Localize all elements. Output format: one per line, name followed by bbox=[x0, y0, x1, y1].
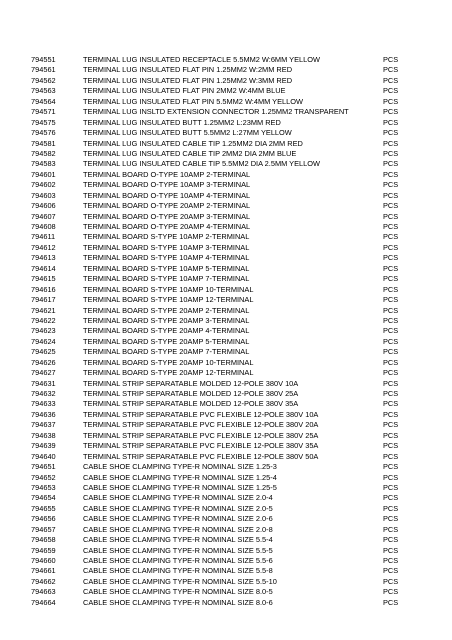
item-unit: PCS bbox=[383, 420, 399, 430]
item-description: TERMINAL BOARD S-TYPE 20AMP 5-TERMINAL bbox=[83, 336, 250, 346]
list-item bbox=[31, 473, 421, 483]
item-code: 794633 bbox=[31, 399, 56, 409]
item-description: CABLE SHOE CLAMPING TYPE-R NOMINAL SIZE 5.5-10 bbox=[83, 576, 277, 586]
item-code: 794655 bbox=[31, 503, 56, 513]
item-description: TERMINAL LUG INSULATED FLAT PIN 1.25MM2 W:3MM RED bbox=[83, 75, 293, 85]
item-description: TERMINAL LUG INSULATED FLAT PIN 1.25MM2 W:2MM RED bbox=[83, 65, 293, 75]
item-unit: PCS bbox=[383, 253, 399, 263]
item-unit: PCS bbox=[383, 389, 399, 398]
item-unit: PCS bbox=[383, 128, 399, 138]
item-code: 794625 bbox=[31, 347, 56, 357]
item-description: TERMINAL BOARD S-TYPE 10AMP 12-TERMINAL bbox=[83, 295, 254, 305]
item-description: TERMINAL BOARD O-TYPE 20AMP 3-TERMINAL bbox=[83, 211, 251, 221]
item-description: TERMINAL LUG INSULATED FLAT PIN 5.5MM2 W:4MM YELLOW bbox=[83, 96, 303, 106]
item-unit: PCS bbox=[383, 524, 399, 534]
item-unit: PCS bbox=[383, 180, 399, 190]
item-code: 794617 bbox=[31, 295, 56, 305]
item-unit: PCS bbox=[383, 556, 399, 565]
item-description: TERMINAL LUG INSULATED CABLE TIP 5.5MM2 DIA 2.5MM YELLOW bbox=[83, 159, 320, 169]
item-description: TERMINAL BOARD S-TYPE 10AMP 3-TERMINAL bbox=[83, 242, 250, 252]
list-item bbox=[31, 326, 421, 336]
list-item bbox=[31, 128, 421, 138]
item-description: TERMINAL LUG INSULATED RECEPTACLE 5.5MM2 W:6MM YELLOW bbox=[83, 55, 320, 64]
list-item bbox=[31, 337, 421, 347]
item-code: 794654 bbox=[31, 493, 56, 503]
item-code: 794602 bbox=[31, 180, 56, 190]
item-code: 794659 bbox=[31, 545, 56, 555]
item-unit: PCS bbox=[383, 211, 399, 221]
item-unit: PCS bbox=[383, 368, 399, 378]
item-code: 794660 bbox=[31, 556, 56, 565]
item-description: CABLE SHOE CLAMPING TYPE-R NOMINAL SIZE 5.5-5 bbox=[83, 545, 273, 555]
list-item bbox=[31, 295, 421, 305]
item-description: CABLE SHOE CLAMPING TYPE-R NOMINAL SIZE 2.0-8 bbox=[83, 524, 273, 534]
item-unit: PCS bbox=[383, 493, 399, 503]
list-item bbox=[31, 274, 421, 284]
item-description: TERMINAL BOARD O-TYPE 20AMP 4-TERMINAL bbox=[83, 222, 251, 231]
item-description: TERMINAL STRIP SEPARATABLE PVC FLEXIBLE 12-POLE 380V 20A bbox=[83, 420, 319, 430]
item-code: 794622 bbox=[31, 315, 56, 325]
item-code: 794624 bbox=[31, 336, 56, 346]
list-item bbox=[31, 76, 421, 86]
list-item bbox=[31, 535, 421, 545]
item-description: CABLE SHOE CLAMPING TYPE-R NOMINAL SIZE 8.0-5 bbox=[83, 587, 273, 597]
item-code: 794637 bbox=[31, 420, 56, 430]
item-description: TERMINAL BOARD S-TYPE 20AMP 12-TERMINAL bbox=[83, 368, 254, 378]
item-unit: PCS bbox=[383, 96, 399, 106]
item-code: 794631 bbox=[31, 378, 56, 388]
item-code: 794664 bbox=[31, 597, 56, 607]
list-item bbox=[31, 358, 421, 368]
item-unit: PCS bbox=[383, 399, 399, 409]
list-item bbox=[31, 379, 421, 389]
list-item bbox=[31, 504, 421, 514]
list-item bbox=[31, 389, 421, 399]
item-code: 794564 bbox=[31, 96, 56, 106]
list-item bbox=[31, 180, 421, 190]
item-unit: PCS bbox=[383, 159, 399, 169]
list-item bbox=[31, 191, 421, 201]
item-code: 794632 bbox=[31, 389, 56, 398]
item-unit: PCS bbox=[383, 263, 399, 273]
item-description: TERMINAL STRIP SEPARATABLE PVC FLEXIBLE 12-POLE 380V 35A bbox=[83, 441, 319, 451]
item-unit: PCS bbox=[383, 284, 399, 294]
item-description: TERMINAL LUG INSULATED FLAT PIN 2MM2 W:4MM BLUE bbox=[83, 86, 286, 96]
item-unit: PCS bbox=[383, 117, 399, 127]
item-code: 794576 bbox=[31, 128, 56, 138]
list-item bbox=[31, 232, 421, 242]
item-code: 794608 bbox=[31, 222, 56, 231]
item-unit: PCS bbox=[383, 535, 399, 545]
item-description: TERMINAL BOARD S-TYPE 10AMP 10-TERMINAL bbox=[83, 284, 254, 294]
list-item bbox=[31, 546, 421, 556]
list-item bbox=[31, 285, 421, 295]
list-item bbox=[31, 556, 421, 566]
item-unit: PCS bbox=[383, 326, 399, 336]
item-description: TERMINAL STRIP SEPARATABLE MOLDED 12-POLE 380V 10A bbox=[83, 378, 299, 388]
item-description: TERMINAL LUG INSULATED BUTT 1.25MM2 L:23MM RED bbox=[83, 117, 281, 127]
list-item bbox=[31, 587, 421, 597]
list-item bbox=[31, 107, 421, 117]
item-code: 794640 bbox=[31, 451, 56, 461]
item-code: 794561 bbox=[31, 65, 56, 75]
item-code: 794636 bbox=[31, 409, 56, 419]
item-unit: PCS bbox=[383, 441, 399, 451]
item-unit: PCS bbox=[383, 482, 399, 492]
list-item bbox=[31, 410, 421, 420]
item-description: TERMINAL BOARD O-TYPE 10AMP 2-TERMINAL bbox=[83, 169, 251, 179]
item-unit: PCS bbox=[383, 462, 399, 472]
item-code: 794657 bbox=[31, 524, 56, 534]
item-description: TERMINAL BOARD S-TYPE 10AMP 7-TERMINAL bbox=[83, 274, 250, 284]
item-code: 794662 bbox=[31, 576, 56, 586]
list-item bbox=[31, 431, 421, 441]
item-unit: PCS bbox=[383, 336, 399, 346]
item-code: 794615 bbox=[31, 274, 56, 284]
list-item bbox=[31, 441, 421, 451]
item-description: CABLE SHOE CLAMPING TYPE-R NOMINAL SIZE 5.5-8 bbox=[83, 566, 273, 576]
item-code: 794603 bbox=[31, 190, 56, 200]
list-item bbox=[31, 462, 421, 472]
item-description: CABLE SHOE CLAMPING TYPE-R NOMINAL SIZE 2.0-6 bbox=[83, 514, 273, 524]
item-unit: PCS bbox=[383, 587, 399, 597]
item-description: TERMINAL BOARD S-TYPE 20AMP 4-TERMINAL bbox=[83, 326, 250, 336]
list-item bbox=[31, 86, 421, 96]
item-code: 794658 bbox=[31, 535, 56, 545]
item-unit: PCS bbox=[383, 274, 399, 284]
item-code: 794571 bbox=[31, 107, 56, 117]
item-unit: PCS bbox=[383, 107, 399, 117]
item-unit: PCS bbox=[383, 409, 399, 419]
list-item bbox=[31, 65, 421, 75]
item-code: 794612 bbox=[31, 242, 56, 252]
item-description: TERMINAL BOARD S-TYPE 20AMP 2-TERMINAL bbox=[83, 305, 250, 315]
item-unit: PCS bbox=[383, 190, 399, 200]
item-description: TERMINAL STRIP SEPARATABLE PVC FLEXIBLE 12-POLE 380V 50A bbox=[83, 451, 319, 461]
item-unit: PCS bbox=[383, 222, 399, 231]
item-description: TERMINAL LUG INSULATED BUTT 5.5MM2 L:27MM YELLOW bbox=[83, 128, 292, 138]
item-description: CABLE SHOE CLAMPING TYPE-R NOMINAL SIZE 1.25-3 bbox=[83, 462, 277, 472]
list-item bbox=[31, 55, 421, 65]
item-code: 794638 bbox=[31, 430, 56, 440]
list-item bbox=[31, 253, 421, 263]
item-code: 794606 bbox=[31, 201, 56, 211]
list-item bbox=[31, 368, 421, 378]
item-code: 794575 bbox=[31, 117, 56, 127]
item-unit: PCS bbox=[383, 576, 399, 586]
list-item bbox=[31, 159, 421, 169]
list-item bbox=[31, 347, 421, 357]
item-description: TERMINAL BOARD O-TYPE 10AMP 4-TERMINAL bbox=[83, 190, 251, 200]
item-description: TERMINAL STRIP SEPARATABLE MOLDED 12-POLE 380V 35A bbox=[83, 399, 299, 409]
list-item bbox=[31, 139, 421, 149]
item-code: 794613 bbox=[31, 253, 56, 263]
item-code: 794581 bbox=[31, 138, 56, 148]
list-item bbox=[31, 514, 421, 524]
list-item bbox=[31, 149, 421, 159]
item-code: 794601 bbox=[31, 169, 56, 179]
item-code: 794652 bbox=[31, 472, 56, 482]
list-item bbox=[31, 222, 421, 232]
item-unit: PCS bbox=[383, 232, 399, 242]
item-description: TERMINAL BOARD S-TYPE 10AMP 5-TERMINAL bbox=[83, 263, 250, 273]
item-description: CABLE SHOE CLAMPING TYPE-R NOMINAL SIZE 2.0-5 bbox=[83, 503, 273, 513]
list-item bbox=[31, 577, 421, 587]
list-item bbox=[31, 118, 421, 128]
item-unit: PCS bbox=[383, 378, 399, 388]
item-description: TERMINAL BOARD O-TYPE 20AMP 2-TERMINAL bbox=[83, 201, 251, 211]
item-description: TERMINAL BOARD S-TYPE 20AMP 3-TERMINAL bbox=[83, 315, 250, 325]
item-unit: PCS bbox=[383, 514, 399, 524]
item-unit: PCS bbox=[383, 201, 399, 211]
item-code: 794623 bbox=[31, 326, 56, 336]
item-unit: PCS bbox=[383, 148, 399, 158]
item-code: 794656 bbox=[31, 514, 56, 524]
item-code: 794582 bbox=[31, 148, 56, 158]
item-unit: PCS bbox=[383, 169, 399, 179]
list-item bbox=[31, 420, 421, 430]
item-description: TERMINAL BOARD S-TYPE 10AMP 2-TERMINAL bbox=[83, 232, 250, 242]
item-unit: PCS bbox=[383, 545, 399, 555]
item-code: 794663 bbox=[31, 587, 56, 597]
item-unit: PCS bbox=[383, 347, 399, 357]
list-item bbox=[31, 243, 421, 253]
list-item bbox=[31, 452, 421, 462]
item-description: TERMINAL BOARD O-TYPE 10AMP 3-TERMINAL bbox=[83, 180, 251, 190]
item-description: TERMINAL BOARD S-TYPE 10AMP 4-TERMINAL bbox=[83, 253, 250, 263]
item-description: TERMINAL STRIP SEPARATABLE MOLDED 12-POLE 380V 25A bbox=[83, 389, 299, 398]
item-description: CABLE SHOE CLAMPING TYPE-R NOMINAL SIZE 5.5-6 bbox=[83, 556, 273, 565]
item-description: TERMINAL LUG INSULATED CABLE TIP 2MM2 DIA 2MM BLUE bbox=[83, 148, 297, 158]
item-unit: PCS bbox=[383, 597, 399, 607]
item-code: 794653 bbox=[31, 482, 56, 492]
item-unit: PCS bbox=[383, 86, 399, 96]
item-code: 794563 bbox=[31, 86, 56, 96]
item-unit: PCS bbox=[383, 305, 399, 315]
list-item bbox=[31, 566, 421, 576]
item-unit: PCS bbox=[383, 430, 399, 440]
list-item bbox=[31, 97, 421, 107]
list-item bbox=[31, 493, 421, 503]
item-code: 794562 bbox=[31, 75, 56, 85]
item-code: 794651 bbox=[31, 462, 56, 472]
list-item bbox=[31, 306, 421, 316]
item-description: TERMINAL STRIP SEPARATABLE PVC FLEXIBLE 12-POLE 380V 25A bbox=[83, 430, 319, 440]
item-code: 794621 bbox=[31, 305, 56, 315]
list-item bbox=[31, 201, 421, 211]
item-description: TERMINAL STRIP SEPARATABLE PVC FLEXIBLE 12-POLE 380V 10A bbox=[83, 409, 319, 419]
item-unit: PCS bbox=[383, 55, 399, 64]
list-item bbox=[31, 212, 421, 222]
list-item bbox=[31, 483, 421, 493]
item-code: 794611 bbox=[31, 232, 56, 242]
item-description: CABLE SHOE CLAMPING TYPE-R NOMINAL SIZE 5.5-4 bbox=[83, 535, 273, 545]
list-item bbox=[31, 399, 421, 409]
item-unit: PCS bbox=[383, 315, 399, 325]
item-code: 794583 bbox=[31, 159, 56, 169]
item-unit: PCS bbox=[383, 138, 399, 148]
item-description: TERMINAL BOARD S-TYPE 20AMP 10-TERMINAL bbox=[83, 357, 254, 367]
item-unit: PCS bbox=[383, 472, 399, 482]
item-unit: PCS bbox=[383, 503, 399, 513]
item-unit: PCS bbox=[383, 566, 399, 576]
item-unit: PCS bbox=[383, 451, 399, 461]
item-code: 794627 bbox=[31, 368, 56, 378]
list-item bbox=[31, 170, 421, 180]
item-code: 794661 bbox=[31, 566, 56, 576]
list-item bbox=[31, 264, 421, 274]
item-description: CABLE SHOE CLAMPING TYPE-R NOMINAL SIZE 2.0-4 bbox=[83, 493, 273, 503]
list-item bbox=[31, 598, 421, 608]
item-description: CABLE SHOE CLAMPING TYPE-R NOMINAL SIZE 8.0-6 bbox=[83, 597, 273, 607]
item-description: CABLE SHOE CLAMPING TYPE-R NOMINAL SIZE 1.25-4 bbox=[83, 472, 277, 482]
item-description: TERMINAL BOARD S-TYPE 20AMP 7-TERMINAL bbox=[83, 347, 250, 357]
item-code: 794614 bbox=[31, 263, 56, 273]
item-unit: PCS bbox=[383, 357, 399, 367]
item-description: TERMINAL LUG INSULATED CABLE TIP 1.25MM2 DIA 2MM RED bbox=[83, 138, 303, 148]
item-description: CABLE SHOE CLAMPING TYPE-R NOMINAL SIZE 1.25-5 bbox=[83, 482, 277, 492]
item-code: 794551 bbox=[31, 55, 56, 64]
item-code: 794607 bbox=[31, 211, 56, 221]
item-code: 794639 bbox=[31, 441, 56, 451]
item-description: TERMINAL LUG INSLTD EXTENSION CONNECTOR 1.25MM2 TRANSPARENT bbox=[83, 107, 349, 117]
item-unit: PCS bbox=[383, 242, 399, 252]
list-item bbox=[31, 316, 421, 326]
item-unit: PCS bbox=[383, 75, 399, 85]
item-code: 794626 bbox=[31, 357, 56, 367]
list-item bbox=[31, 525, 421, 535]
item-unit: PCS bbox=[383, 295, 399, 305]
item-unit: PCS bbox=[383, 65, 399, 75]
item-list bbox=[31, 55, 421, 608]
item-code: 794616 bbox=[31, 284, 56, 294]
